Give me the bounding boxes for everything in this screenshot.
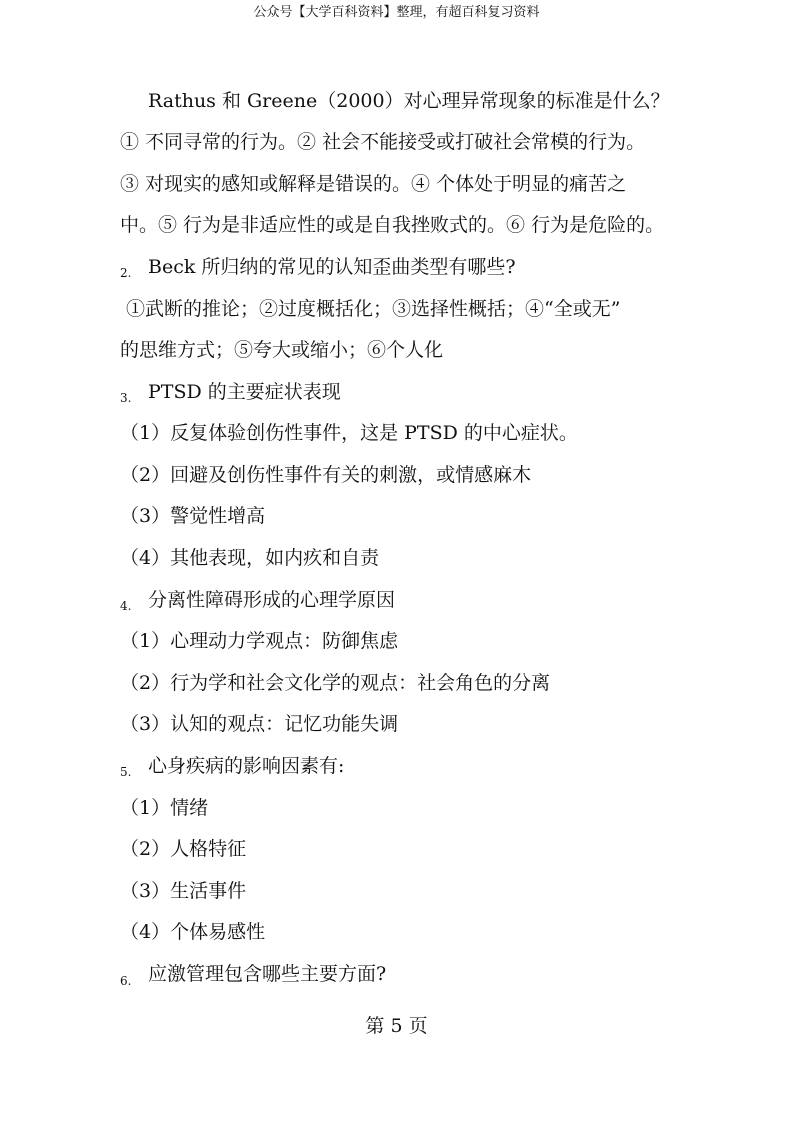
question-1-text: Rathus 和 Greene（2000）对心理异常现象的标准是什么？ xyxy=(148,90,670,112)
answer-3-item-1: （1）反复体验创伤性事件，这是 PTSD 的中心症状。 xyxy=(120,422,578,444)
answer-5-item-1: （1）情绪 xyxy=(120,797,209,819)
question-5-text: 心身疾病的影响因素有: xyxy=(148,755,345,777)
answer-3-item-4: （4）其他表现，如内疚和自责 xyxy=(120,547,380,569)
question-3-number: 3. xyxy=(120,391,132,405)
answer-4-item-1: （1）心理动力学观点：防御焦虑 xyxy=(120,630,399,652)
answer-5-item-2: （2）人格特征 xyxy=(120,838,247,860)
question-6-number: 6. xyxy=(120,974,132,988)
question-5-number: 5. xyxy=(120,765,132,779)
answer-3-item-2: （2）回避及创伤性事件有关的刺激，或情感麻木 xyxy=(120,464,532,486)
question-6-text: 应激管理包含哪些主要方面? xyxy=(148,963,387,985)
question-3-text: PTSD 的主要症状表现 xyxy=(148,381,341,403)
answer-4-item-3: （3）认知的观点：记忆功能失调 xyxy=(120,713,399,735)
answer-4-item-2: （2）行为学和社会文化学的观点：社会角色的分离 xyxy=(120,672,551,694)
answer-2-line-1: ①武断的推论；②过度概括化；③选择性概括；④“全或无” xyxy=(126,298,621,320)
answer-5-item-3: （3）生活事件 xyxy=(120,880,247,902)
answer-5-item-4: （4）个体易感性 xyxy=(120,921,266,943)
page-header: 公众号【大学百科资料】整理，有超百科复习资料 xyxy=(253,5,540,20)
question-2-text: Beck 所归纳的常见的认知歪曲类型有哪些? xyxy=(148,256,516,278)
question-4-text: 分离性障碍形成的心理学原因 xyxy=(148,589,396,611)
answer-2-line-2: 的思维方式；⑤夸大或缩小；⑥个人化 xyxy=(120,339,444,361)
question-2-number: 2. xyxy=(120,266,132,280)
answer-1-line-1: ① 不同寻常的行为。② 社会不能接受或打破社会常模的行为。 xyxy=(120,131,646,153)
question-4-number: 4. xyxy=(120,599,132,613)
answer-3-item-3: （3）警觉性增高 xyxy=(120,505,266,527)
answer-1-line-2: ③ 对现实的感知或解释是错误的。④ 个体处于明显的痛苦之 xyxy=(120,173,627,195)
answer-1-line-3: 中。⑤ 行为是非适应性的或是自我挫败式的。⑥ 行为是危险的。 xyxy=(120,214,665,236)
page-number: 第 5 页 xyxy=(365,1015,428,1037)
